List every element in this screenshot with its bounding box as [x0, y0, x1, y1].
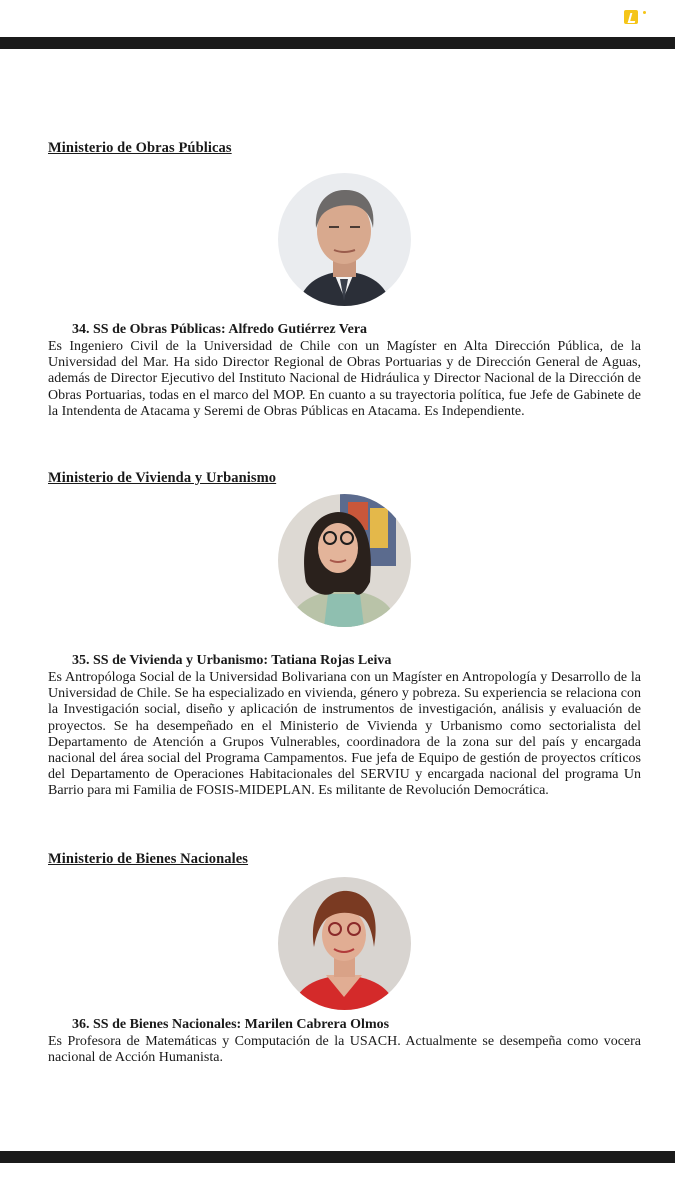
app-status-icon — [624, 10, 638, 24]
portrait-woman-red-icon — [278, 877, 411, 1010]
section-title-vivienda-urbanismo: Ministerio de Vivienda y Urbanismo — [48, 470, 277, 486]
bio-alfredo-gutierrez: Es Ingeniero Civil de la Universidad de Chile con un Magíster en Alta Dirección Pública, de la Universidad del Mar. Ha sido Director Regional de Obras Portuarias y de Dirección General de Aguas, además de Director Ejecutivo del Instituto Nacional de Hidráulica y Director Nacional de la Dirección de Obras Portuarias, todas en el marco del MOP. En cuanto a su trayectoria política, fue Jefe de Gabinete de la Intendenta de Atacama y Seremi de Obras Públicas en Atacama. Es Independiente. — [48, 339, 641, 419]
top-divider-bar — [0, 37, 675, 49]
person-name-alfredo-gutierrez: 34. SS de Obras Públicas: Alfredo Gutiérrez Vera — [72, 322, 368, 337]
section-title-obras-publicas: Ministerio de Obras Públicas — [48, 140, 232, 156]
portrait-alfredo-gutierrez — [278, 173, 411, 306]
section-title-bienes-nacionales: Ministerio de Bienes Nacionales — [48, 851, 249, 867]
portrait-woman-icon — [278, 494, 411, 627]
bio-tatiana-rojas: Es Antropóloga Social de la Universidad Bolivariana con un Magíster en Antropología y Desarrollo de la Universidad de Chile. Se ha especializado en vivienda, género y pobreza. Su experiencia se relaciona con la Investigación social, diseño y aplicación de instrumentos de investigación, análisis y evaluación de proyectos. Se ha desempeñado en el Ministerio de Vivienda y Urbanismo como sectorialista del Departamento de Atención a Grupos Vulnerables, coordinadora de la zona sur del país y encargada nacional del área social del Programa Campamentos. Fue jefa de Equipo de gestión de proyectos críticos del Departamento de Operaciones Habitacionales del SERVIU y encargada nacional del programa Un Barrio para mi Familia de FOSIS-MIDEPLAN. Es militante de Revolución Democrática. — [48, 670, 641, 799]
status-dot-icon — [643, 11, 646, 14]
bottom-divider-bar — [0, 1151, 675, 1163]
person-name-marilen-cabrera: 36. SS de Bienes Nacionales: Marilen Cabrera Olmos — [72, 1017, 390, 1032]
portrait-man-icon — [278, 173, 411, 306]
bio-marilen-cabrera: Es Profesora de Matemáticas y Computación de la USACH. Actualmente se desempeña como vocera nacional de Acción Humanista. — [48, 1034, 641, 1066]
person-name-tatiana-rojas: 35. SS de Vivienda y Urbanismo: Tatiana Rojas Leiva — [72, 653, 392, 668]
portrait-tatiana-rojas — [278, 494, 411, 627]
portrait-marilen-cabrera — [278, 877, 411, 1010]
